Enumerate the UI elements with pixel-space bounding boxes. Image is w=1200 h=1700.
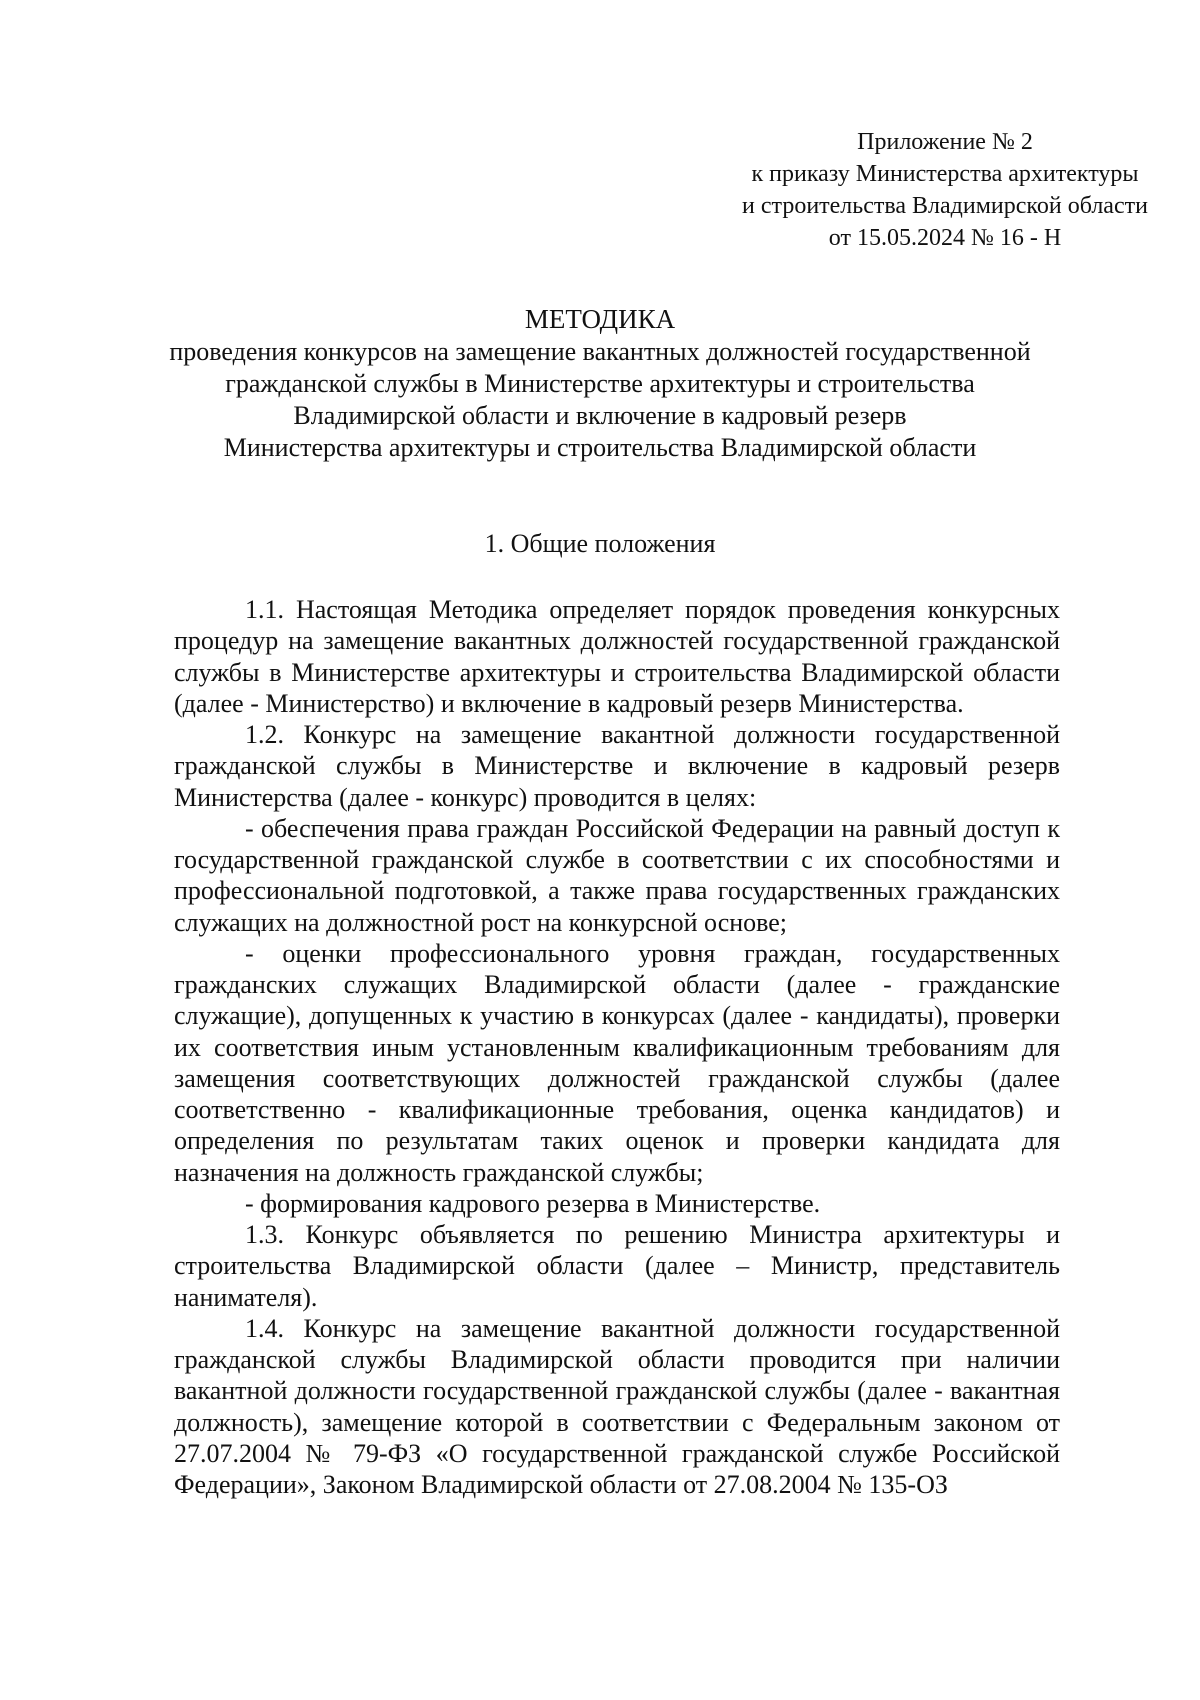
- annex-order-ref-cont: и строительства Владимирской области: [742, 193, 1148, 219]
- subtitle-line: Владимирской области и включение в кадровый резерв: [293, 401, 907, 430]
- subtitle-line: Министерства архитектуры и строительства Владимирской области: [223, 433, 977, 462]
- annex-order-date: от 15.05.2024 № 16 - Н: [828, 225, 1062, 251]
- annex-block: [735, 126, 1155, 254]
- paragraph-1-3: 1.3. Конкурс объявляется по решению Министра архитектуры и строительства Владимирской области (далее – Министр, представитель нанимателя).: [174, 1220, 1060, 1312]
- list-item-personnel-reserve: - формирования кадрового резерва в Министерстве.: [245, 1188, 821, 1218]
- subtitle-line: проведения конкурсов на замещение вакантных должностей государственной: [169, 337, 1031, 366]
- annex-order-ref: к приказу Министерства архитектуры: [751, 161, 1139, 187]
- paragraph-1-2: 1.2. Конкурс на замещение вакантной должности государственной гражданской службы в Министерстве и включение в кадровый резерв Министерства (далее - конкурс) проводится в целях:: [174, 720, 1060, 812]
- document-title: МЕТОДИКА: [524, 304, 676, 334]
- section-heading: 1. Общие положения: [484, 529, 716, 558]
- document-subtitle: [150, 336, 1050, 464]
- title-block: [150, 302, 1050, 464]
- subtitle-line: гражданской службы в Министерстве архитектуры и строительства: [225, 369, 975, 398]
- document-body: [174, 594, 1060, 1500]
- list-item-assessment: - оценки профессионального уровня граждан, государственных гражданских служащих Владимирской области (далее - гражданские служащие), допущенных к участию в конкурсах (далее - кандидаты), проверки их соответствия иным установленным квалификационным требованиям для замещения соответствующих должностей гражданской службы (далее соответственно - квалификационные требования, оценка кандидатов) и определения по результатам таких оценок и проверки кандидата для назначения на должность гражданской службы;: [174, 938, 1060, 1187]
- paragraph-1-1: 1.1. Настоящая Методика определяет порядок проведения конкурсных процедур на замещение вакантных должностей государственной гражданской службы в Министерстве архитектуры и строительства Владимирской области (далее - Министерство) и включение в кадровый резерв Министерства.: [174, 595, 1060, 718]
- list-item-equal-access: - обеспечения права граждан Российской Федерации на равный доступ к государственной гражданской службе в соответствии с их способностями и профессиональной подготовкой, а также права государственных гражданских служащих на должностной рост на конкурсной основе;: [174, 813, 1060, 937]
- annex-number: Приложение № 2: [857, 129, 1033, 155]
- paragraph-1-4: 1.4. Конкурс на замещение вакантной должности государственной гражданской службы Владимирской области проводится при наличии вакантной должности государственной гражданской службы (далее - вакантная должность), замещение которой в соответствии с Федеральным законом от 27.07.2004 № 79-ФЗ «О государственной гражданской службе Российской Федерации», Законом Владимирской области от 27.08.2004 № 135-ОЗ: [174, 1313, 1060, 1499]
